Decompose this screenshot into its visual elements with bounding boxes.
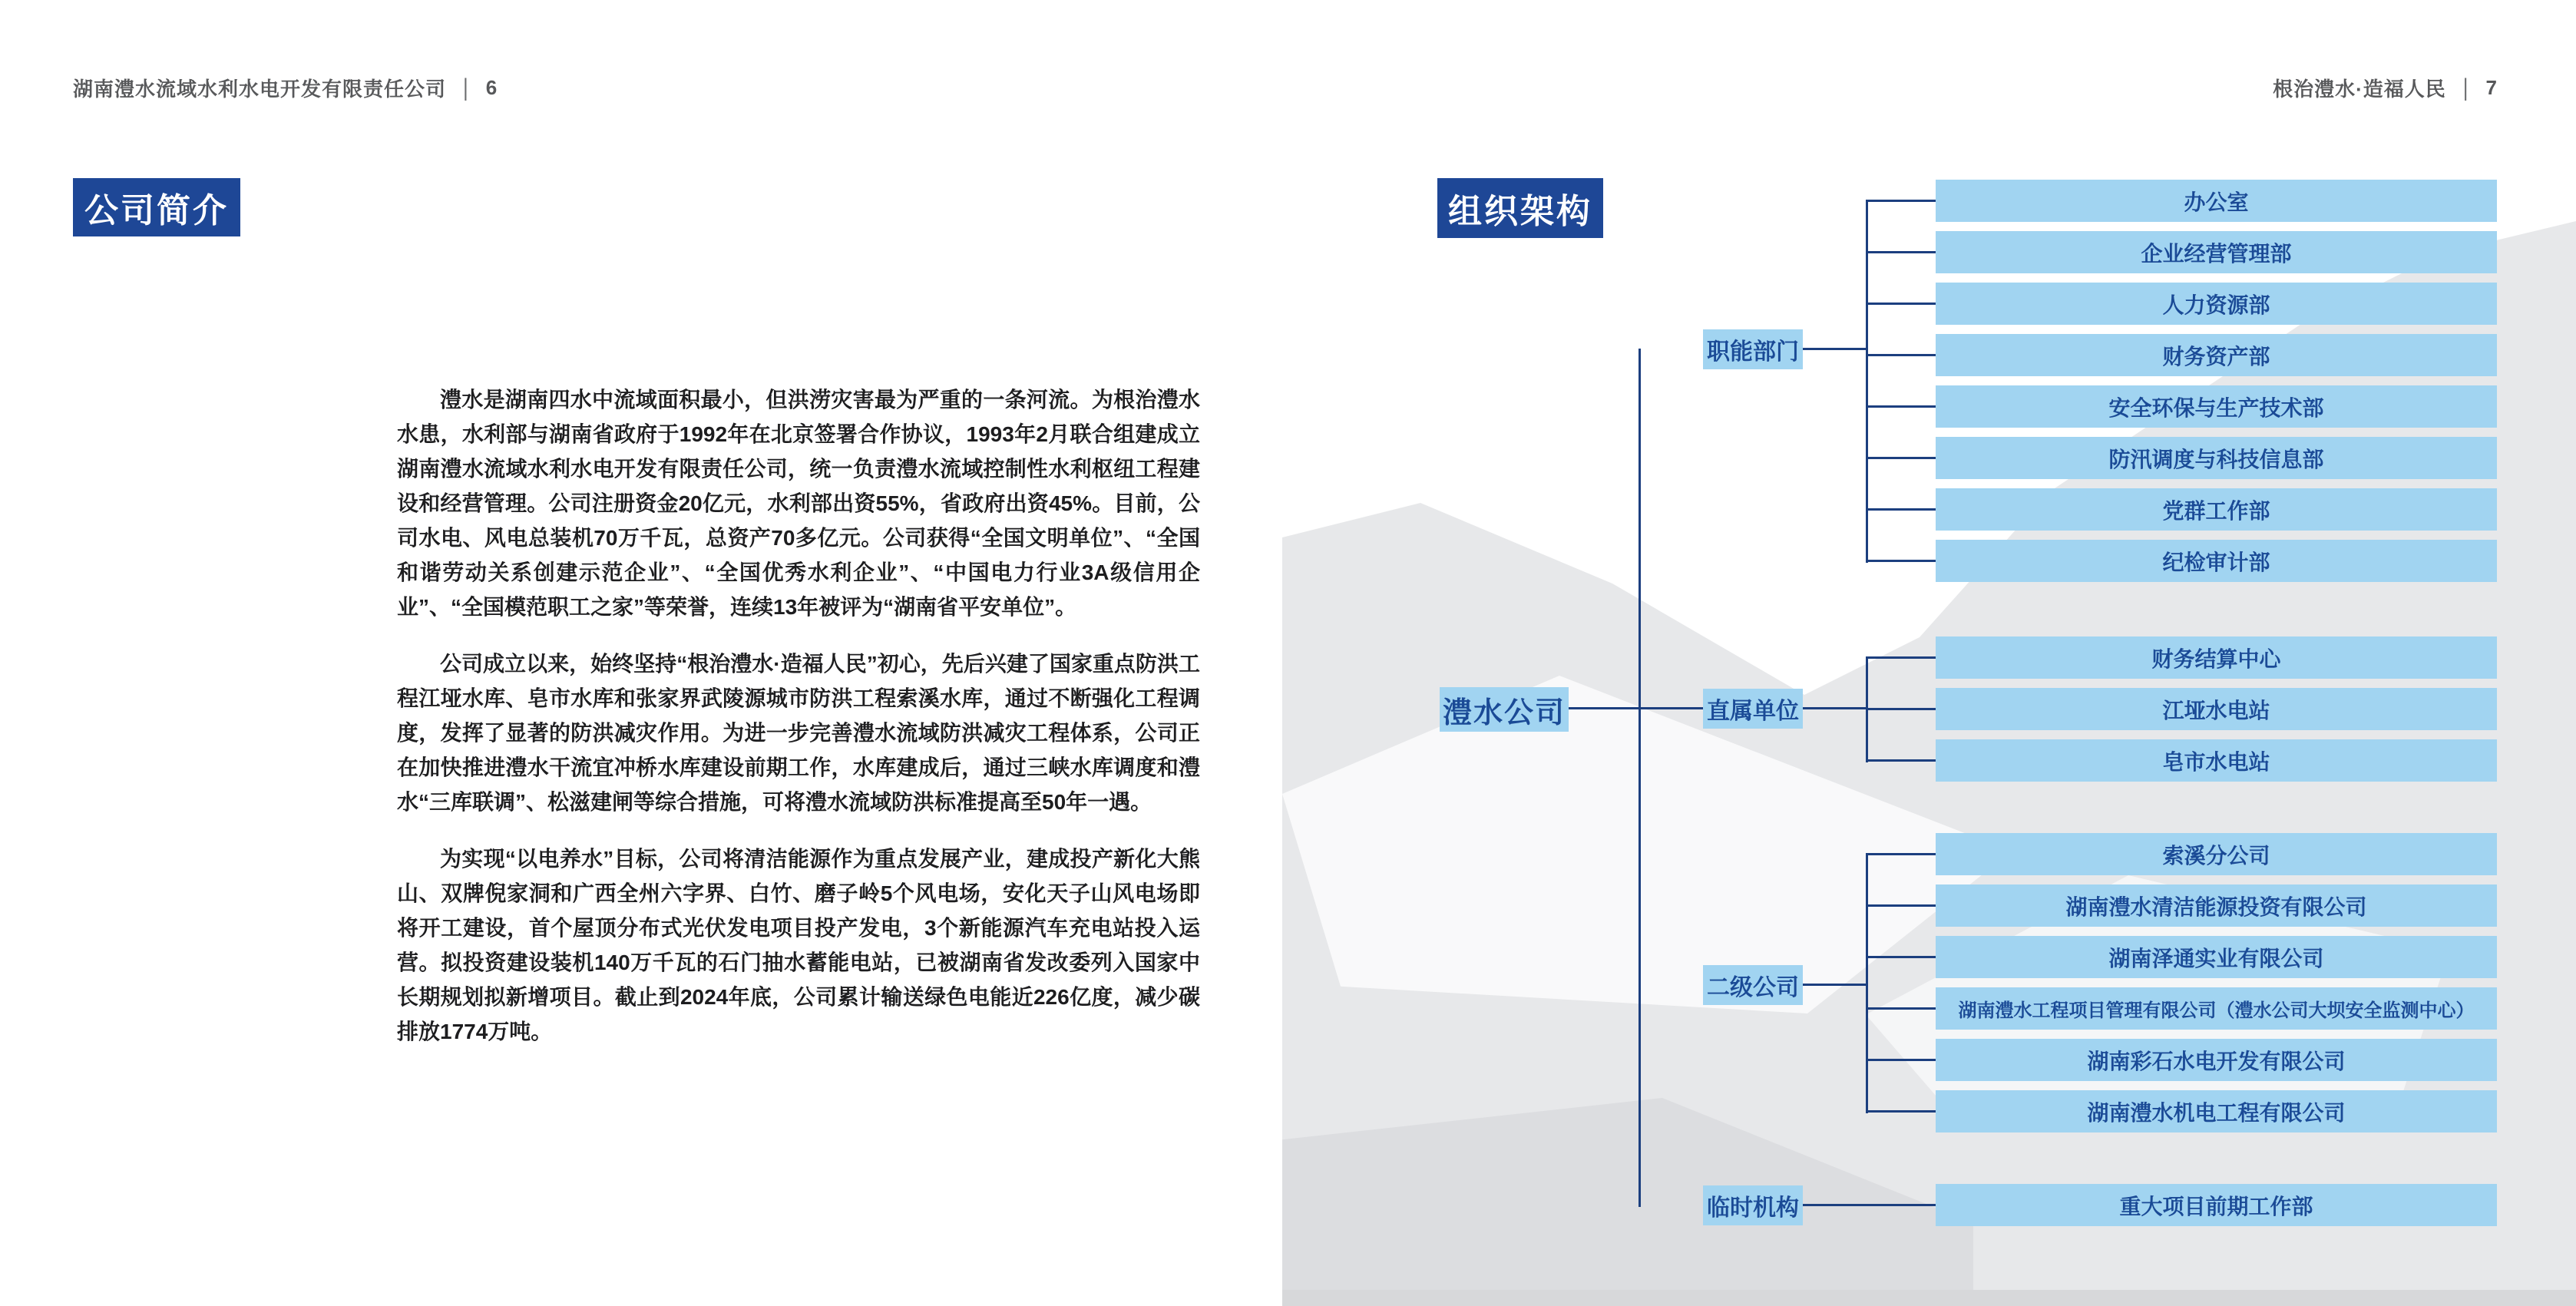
left-page-number: 6 [485,76,498,99]
section-title-org-structure: 组织架构 [1437,178,1603,238]
connector-stub [1866,1110,1936,1113]
background-photo-footer-strip [1282,1290,2576,1306]
right-page-header [2273,74,2498,102]
connector-stub [1866,759,1936,762]
org-unit-bar: 财务资产部 [1936,334,2497,376]
connector-stub [1866,303,1936,305]
org-unit-bar: 财务结算中心 [1936,636,2497,679]
header-divider: | [463,73,469,101]
connector-stub [1866,853,1936,855]
connector-stub [1866,560,1936,562]
connector-trunk [1639,349,1641,1207]
body-paragraph-1: 澧水是湖南四水中流域面积最小，但洪涝灾害最为严重的一条河流。为根治澧水水患，水利部与湖南省政府于1992年在北京签署合作协议，1993年2月联合组建成立湖南澧水流域水利水电开发有限责任公司，统一负责澧水流域控制性水利枢纽工程建设和经营管理。公司注册资金20亿元，水利部出资55%，省政府出资45%。目前，公司水电、风电总装机70万千瓦，总资产70多亿元。公司获得“全国文明单位”、“全国和谐劳动关系创建示范企业”、“全国优秀水利企业”、“中国电力行业3A级信用企业”、“全国模范职工之家”等荣誉，连续13年被评为“湖南省平安单位”。 [397,388,1200,619]
connector-stub [1866,251,1936,253]
header-divider: | [2462,73,2469,101]
connector-stub [1866,405,1936,408]
connector-root [1569,707,1703,709]
org-unit-bar: 重大项目前期工作部 [1936,1184,2497,1226]
org-unit-bar: 湖南泽通实业有限公司 [1936,936,2497,978]
connector-stub [1866,656,1936,659]
connector-bracket [1866,853,1868,1113]
company-profile-text [397,382,1200,1071]
org-unit-bar: 江垭水电站 [1936,688,2497,730]
org-unit-bar: 湖南澧水机电工程有限公司 [1936,1090,2497,1132]
org-unit-bar: 索溪分公司 [1936,833,2497,875]
connector-stub [1866,1007,1936,1010]
connector-stub [1866,457,1936,459]
connector-stub [1866,904,1936,907]
connector-stub [1866,1059,1936,1061]
connector-stub [1866,354,1936,356]
org-unit-bar: 湖南澧水清洁能源投资有限公司 [1936,884,2497,927]
org-category-1: 职能部门 [1703,329,1803,369]
connector-stub [1866,200,1936,202]
org-category-2: 直属单位 [1703,689,1803,729]
org-unit-bar: 湖南澧水工程项目管理有限公司（澧水公司大坝安全监测中心） [1936,987,2497,1030]
org-unit-bar: 防汛调度与科技信息部 [1936,437,2497,479]
right-page-number: 7 [2485,76,2498,99]
org-unit-bar: 纪检审计部 [1936,540,2497,582]
body-paragraph-3: 为实现“以电养水”目标，公司将清洁能源作为重点发展产业，建成投产新化大熊山、双牌倪家洞和广西全州六字界、白竹、磨子岭5个风电场，安化天子山风电场即将开工建设，首个屋顶分布式光伏发电项目投产发电，3个新能源汽车充电站投入运营。拟投资建设装机140万千瓦的石门抽水蓄能电站，已被湖南省发改委列入国家中长期规划拟新增项目。截止到2024年底，公司累计输送绿色电能近226亿度，减少碳排放1774万吨。 [397,847,1200,1043]
body-paragraph-2: 公司成立以来，始终坚持“根治澧水·造福人民”初心，先后兴建了国家重点防洪工程江垭水库、皂市水库和张家界武陵源城市防洪工程索溪水库，通过不断强化工程调度，发挥了显著的防洪减灾作用。为进一步完善澧水流域防洪减灾工程体系，公司正在加快推进澧水干流宜冲桥水库建设前期工作，水库建成后，通过三峡水库调度和澧水“三库联调”、松滋建闸等综合措施，可将澧水流域防洪标准提高至50年一遇。 [397,652,1200,814]
org-unit-bar: 人力资源部 [1936,283,2497,325]
org-unit-bar: 安全环保与生产技术部 [1936,385,2497,428]
connector-stub [1866,956,1936,958]
org-category-3: 二级公司 [1703,965,1803,1005]
org-unit-bar: 皂市水电站 [1936,739,2497,782]
connector-category [1803,348,1868,350]
org-unit-bar: 办公室 [1936,180,2497,222]
connector-category [1803,1204,1936,1206]
section-title-company-profile: 公司简介 [73,178,240,236]
left-header-company-name: 湖南澧水流域水利水电开发有限责任公司 [73,78,447,101]
connector-stub [1866,508,1936,511]
org-unit-bar: 湖南彩石水电开发有限公司 [1936,1039,2497,1081]
org-root-node: 澧水公司 [1440,687,1569,732]
org-category-4: 临时机构 [1703,1185,1803,1225]
connector-category [1803,707,1868,709]
connector-stub [1866,708,1936,710]
org-unit-bar: 企业经营管理部 [1936,231,2497,273]
left-page-header [73,74,498,102]
right-header-slogan: 根治澧水·造福人民 [2273,78,2446,101]
org-unit-bar: 党群工作部 [1936,488,2497,531]
connector-category [1803,984,1868,986]
